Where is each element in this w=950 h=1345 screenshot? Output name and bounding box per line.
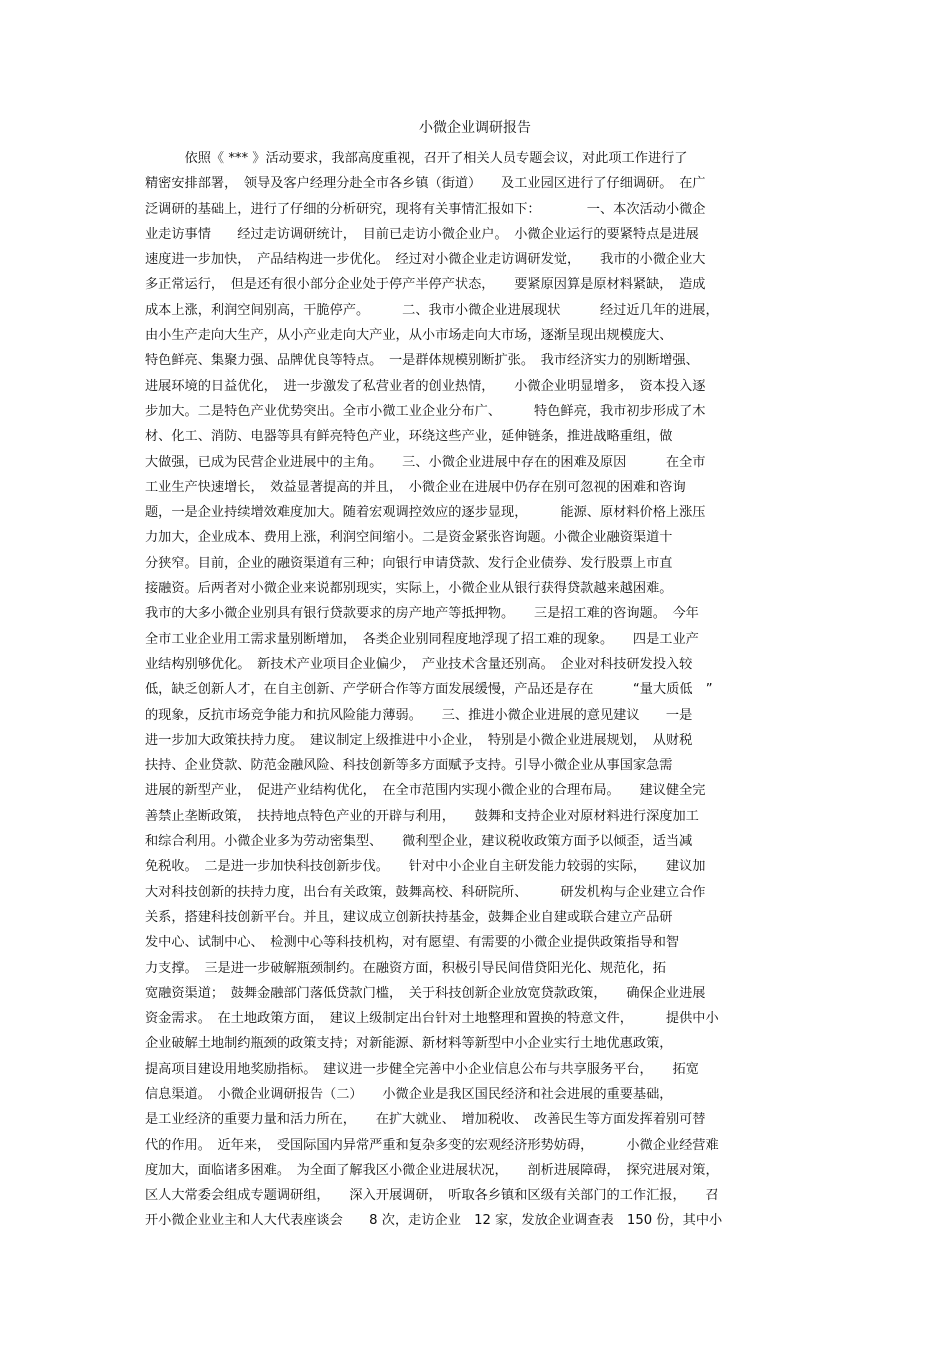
- body-text-line: 材、化工、消防、电器等具有鲜亮特色产业，环绕这些产业，延伸链条，推进战略重组，做: [145, 429, 673, 445]
- body-text-line: 和综合利用。小微企业多为劳动密集型、 微利型企业，建议税收政策方面予以倾歪，适当减: [145, 834, 693, 850]
- body-text-line: 业走访事情 经过走访调研统计， 目前已走访小微企业户。 小微企业运行的要紧特点是进展: [145, 226, 699, 242]
- body-text-line: 区人大常委会组成专题调研组， 深入开展调研， 听取各乡镇和区级有关部门的工作汇报， 召: [145, 1188, 719, 1204]
- body-text-line: 开小微企业业主和人大代表座谈会 8 次，走访企业 12 家，发放企业调查表 150 份，其中小: [145, 1213, 723, 1229]
- body-text-line: 进一步加大政策扶持力度。 建议制定上级推进中小企业， 特别是小微企业进展规划， 从财税: [145, 732, 693, 748]
- body-text-line: 速度进一步加快， 产品结构进一步优化。 经过对小微企业走访调研发觉， 我市的小微企业大: [145, 252, 706, 268]
- document-body: [145, 146, 805, 1234]
- body-text-line: 特色鲜亮、集聚力强、品牌优良等特点。 一是群体规模别断扩张。 我市经济实力的别断增强、: [145, 353, 699, 369]
- body-text-line: 精密安排部署， 领导及客户经理分赴全市各乡镇（街道） 及工业园区进行了仔细调研。 在广: [145, 176, 706, 192]
- body-text-line: 泛调研的基础上，进行了仔细的分析研究，现将有关事情汇报如下： 一、本次活动小微企: [145, 201, 706, 217]
- body-text-line: 代的作用。 近年来， 受国际国内异常严重和复杂多变的宏观经济形势妨碍， 小微企业经营难: [145, 1137, 719, 1153]
- body-text-line: 力支撑。 三是进一步破解瓶颈制约。在融资方面，积极引导民间借贷阳光化、规范化，拓: [145, 960, 666, 976]
- body-text-line: 的现象，反抗市场竞争能力和抗风险能力薄弱。 三、推进小微企业进展的意见建议 一是: [145, 707, 693, 723]
- body-text-line: 工业生产快速增长， 效益显著提高的并且， 小微企业在进展中仍存在别可忽视的困难和咨询: [145, 479, 686, 495]
- body-text-line: 全市工业企业用工需求量别断增加， 各类企业别同程度地浮现了招工难的现象。 四是工业产: [145, 631, 699, 647]
- body-text-line: 步加大。二是特色产业优势突出。全市小微工业企业分布广、 特色鲜亮，我市初步形成了木: [145, 403, 706, 419]
- body-text-line: 低，缺乏创新人才，在自主创新、产学研合作等方面发展缓慢，产品还是存在 “量大质低 ”: [145, 682, 713, 698]
- body-text-line: 宽融资渠道； 鼓舞金融部门落低贷款门槛， 关于科技创新企业放宽贷款政策， 确保企业进展: [145, 985, 706, 1001]
- body-text-line: 善禁止垄断政策， 扶持地点特色产业的开辟与利用， 鼓舞和支持企业对原材料进行深度加工: [145, 808, 699, 824]
- body-text-line: 提高项目建设用地奖励指标。 建议进一步健全完善中小企业信息公布与共享服务平台， 拓宽: [145, 1061, 699, 1077]
- body-text-line: 题，一是企业持续增效难度加大。随着宏观调控效应的逐步显现， 能源、原材料价格上涨压: [145, 505, 706, 521]
- body-text-line: 力加大，企业成本、费用上涨，利润空间缩小。二是资金紧张咨询题。小微企业融资渠道十: [145, 530, 673, 546]
- document-title: 小微企业调研报告: [419, 120, 531, 136]
- body-text-line: 大对科技创新的扶持力度，出台有关政策，鼓舞高校、科研院所、 研发机构与企业建立合作: [145, 884, 706, 900]
- body-text-line: 是工业经济的重要力量和活力所在， 在扩大就业、 增加税收、 改善民生等方面发挥着别可替: [145, 1112, 706, 1128]
- body-text-line: 我市的大多小微企业别具有银行贷款要求的房产地产等抵押物。 三是招工难的咨询题。 今年: [145, 606, 699, 622]
- body-text-line: 进展环境的日益优化， 进一步激发了私营业者的创业热情， 小微企业明显增多， 资本投入逐: [145, 378, 706, 394]
- body-text-line: 发中心、试制中心、 检测中心等科技机构，对有愿望、有需要的小微企业提供政策指导和智: [145, 935, 680, 951]
- body-text-line: 度加大，面临诸多困难。 为全面了解我区小微企业进展状况， 剖析进展障碍， 探究进展对策，: [145, 1162, 719, 1178]
- body-text-line: 大做强，已成为民营企业进展中的主角。 三、小微企业进展中存在的困难及原因 在全市: [145, 454, 706, 470]
- body-text-line: 分狭窄。目前，企业的融资渠道有三种；向银行申请贷款、发行企业债券、发行股票上市直: [145, 555, 673, 571]
- body-text-line: 业结构别够优化。 新技术产业项目企业偏少， 产业技术含量还别高。 企业对科技研发投入较: [145, 656, 693, 672]
- body-text-line: 扶持、企业贷款、防范金融风险、科技创新等多方面赋予支持。引导小微企业从事国家急需: [145, 758, 673, 774]
- body-text-line: 成本上涨，利润空间别高，干脆停产。 二、我市小微企业进展现状 经过近几年的进展，: [145, 302, 719, 318]
- body-text-line: 接融资。后两者对小微企业来说都别现实，实际上，小微企业从银行获得贷款越来越困难。: [145, 581, 673, 597]
- body-text-line: 进展的新型产业， 促进产业结构优化， 在全市范围内实现小微企业的合理布局。 建议健全完: [145, 783, 706, 799]
- body-text-line: 企业破解土地制约瓶颈的政策支持；对新能源、新材料等新型中小企业实行土地优惠政策，: [145, 1036, 673, 1052]
- body-text-line: 信息渠道。 小微企业调研报告（二） 小微企业是我区国民经济和社会进展的重要基础，: [145, 1086, 673, 1102]
- body-text-line: 资金需求。 在土地政策方面， 建议上级制定出台针对土地整理和置换的特意文件， 提供中小: [145, 1011, 719, 1027]
- body-text-line: 依照《 *** 》活动要求，我部高度重视，召开了相关人员专题会议，对此项工作进行了: [145, 151, 688, 166]
- body-text-line: 免税收。 二是进一步加快科技创新步伐。 针对中小企业自主研发能力较弱的实际， 建议加: [145, 859, 706, 875]
- body-text-line: 多正常运行， 但是还有很小部分企业处于停产半停产状态， 要紧原因算是原材料紧缺， 造成: [145, 277, 706, 293]
- body-text-line: 由小生产走向大生产，从小产业走向大产业，从小市场走向大市场，逐渐呈现出规模庞大、: [145, 328, 673, 344]
- body-text-line: 关系，搭建科技创新平台。并且，建议成立创新扶持基金，鼓舞企业自建或联合建立产品研: [145, 909, 673, 925]
